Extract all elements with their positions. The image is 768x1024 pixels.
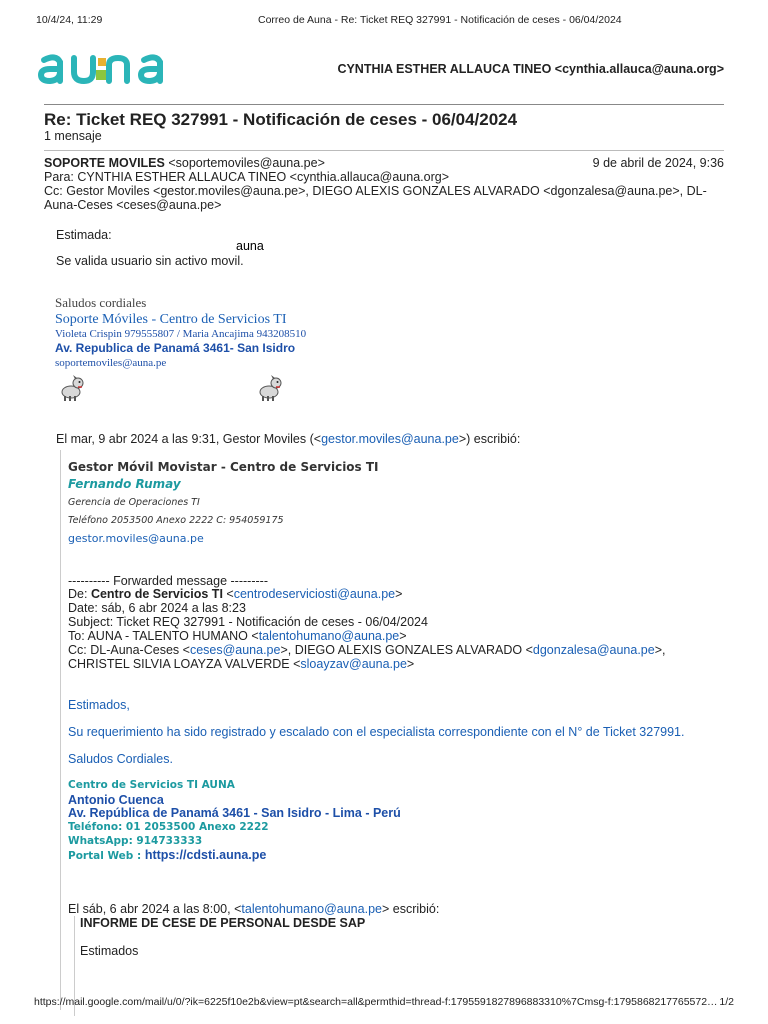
print-url: https://mail.google.com/mail/u/0/?ik=6225f10e2b&view=pt&search=all&permthid=thread-f:1795591827896883310%7Cmsg-f:1795868217765572… xyxy=(34,996,718,1008)
fw-sig-org: Centro de Servicios TI AUNA xyxy=(68,779,235,791)
header-divider xyxy=(44,104,724,105)
fw-sig-address: Av. República de Panamá 3461 - San Isidro - Lima - Perú xyxy=(68,806,401,820)
dog-image xyxy=(56,373,86,403)
fw-sig-phone: Teléfono: 01 2053500 Anexo 2222 xyxy=(68,821,269,833)
print-page-title: Correo de Auna - Re: Ticket REQ 327991 - Notificación de ceses - 06/04/2024 xyxy=(258,14,622,26)
sig-contacts: Violeta Crispin 979555807 / Maria Ancajima 943208510 xyxy=(55,328,307,340)
forwarded-cc-prefix: Cc: DL-Auna-Ceses < xyxy=(68,643,190,657)
forwarded-cc-email-2[interactable]: dgonzalesa@auna.pe xyxy=(532,643,655,657)
forwarded-cc xyxy=(68,643,666,657)
sig-closing: Saludos cordiales xyxy=(55,295,147,310)
thread-divider xyxy=(44,150,724,151)
forwarded-subject: Subject: Ticket REQ 327991 - Notificación de ceses - 06/04/2024 xyxy=(68,615,428,629)
quote2-attribution-suffix: > escribió: xyxy=(381,902,440,916)
message-to: Para: CYNTHIA ESTHER ALLAUCA TINEO <cynthia.allauca@auna.org> xyxy=(44,170,450,184)
fw-sig-portal-link[interactable]: https://cdsti.auna.pe xyxy=(144,848,267,862)
message-body: Se valida usuario sin activo movil. xyxy=(56,254,244,268)
forwarded-cc-end: >, xyxy=(654,643,666,657)
fw-sig-name: Antonio Cuenca xyxy=(68,793,164,807)
message-cc: Cc: Gestor Moviles <gestor.moviles@auna.pe>, DIEGO ALEXIS GONZALES ALVARADO <dgonzalesa@auna.pe>, DL- xyxy=(44,184,707,198)
logo-wordmark: auna xyxy=(236,239,264,253)
quoted-sig-name: Fernando Rumay xyxy=(68,477,181,491)
forwarded-from-email[interactable]: centrodeserviciosti@auna.pe xyxy=(233,587,396,601)
fw-sig-portal xyxy=(68,848,266,862)
forwarded-cc-cont: CHRISTEL SILVIA LOAYZA VALVERDE <sloayzav@auna.pe> xyxy=(68,657,415,671)
quote2-attribution-email[interactable]: talentohumano@auna.pe xyxy=(241,902,382,916)
attribution-suffix: >) escribió: xyxy=(458,432,521,446)
message-from xyxy=(44,156,325,170)
fw-sig-portal-label: Portal Web : xyxy=(68,850,145,862)
quote2-greeting: Estimados xyxy=(80,944,139,958)
sig-email[interactable]: soportemoviles@auna.pe xyxy=(55,357,167,369)
account-owner: CYNTHIA ESTHER ALLAUCA TINEO <cynthia.allauca@auna.org> xyxy=(337,62,724,76)
sig-team: Soporte Móviles - Centro de Servicios TI xyxy=(55,312,287,327)
fw-greeting: Estimados, xyxy=(68,698,130,712)
forwarded-from: De: Centro de Servicios TI <centrodeserviciosti@auna.pe> xyxy=(68,587,403,601)
forwarded-cc-email-1[interactable]: ceses@auna.pe xyxy=(189,643,281,657)
quote-bar xyxy=(60,450,61,1010)
message-count: 1 mensaje xyxy=(44,129,102,143)
quoted-sig-department: Gerencia de Operaciones TI xyxy=(68,497,200,508)
fw-body-text: Su requerimiento ha sido registrado y escalado con el especialista correspondiente con el N° de Ticket 327991. xyxy=(68,725,685,739)
sig-address: Av. Republica de Panamá 3461- San Isidro xyxy=(55,341,296,355)
message-cc-cont: Auna-Ceses <ceses@auna.pe> xyxy=(44,198,222,212)
forwarded-to: To: AUNA - TALENTO HUMANO <talentohumano@auna.pe> xyxy=(68,629,407,643)
quoted-sig-phone: Teléfono 2053500 Anexo 2222 C: 954059175 xyxy=(68,515,284,526)
fw-sig-whatsapp: WhatsApp: 914733333 xyxy=(68,835,203,847)
dog-image xyxy=(254,373,284,403)
message-date: 9 de abril de 2024, 9:36 xyxy=(592,156,724,170)
sender-name: SOPORTE MOVILES xyxy=(44,156,165,170)
print-datetime: 10/4/24, 11:29 xyxy=(36,14,103,26)
attribution-prefix: El mar, 9 abr 2024 a las 9:31, Gestor Moviles (< xyxy=(56,432,322,446)
quoted-sig-title: Gestor Móvil Movistar - Centro de Servicios TI xyxy=(68,460,379,474)
quote2-attribution-prefix: El sáb, 6 abr 2024 a las 8:00, < xyxy=(68,902,242,916)
forwarded-cc2-email[interactable]: sloayzav@auna.pe xyxy=(300,657,407,671)
forwarded-from-name: Centro de Servicios TI xyxy=(90,587,223,601)
quoted-sig-email[interactable]: gestor.moviles@auna.pe xyxy=(68,532,204,545)
quote2-heading: INFORME DE CESE DE PERSONAL DESDE SAP xyxy=(80,916,366,930)
quote2-attribution xyxy=(68,902,439,916)
forwarded-cc2-prefix: CHRISTEL SILVIA LOAYZA VALVERDE < xyxy=(68,657,301,671)
forwarded-marker: ---------- Forwarded message --------- xyxy=(68,574,268,588)
message-greeting: Estimada: xyxy=(56,228,112,242)
quote-attribution xyxy=(56,432,520,446)
forwarded-date: Date: sáb, 6 abr 2024 a las 8:23 xyxy=(68,601,246,615)
thread-subject: Re: Ticket REQ 327991 - Notificación de ceses - 06/04/2024 xyxy=(44,110,518,129)
sender-email: <soportemoviles@auna.pe> xyxy=(168,156,325,170)
forwarded-cc-mid: >, DIEGO ALEXIS GONZALES ALVARADO < xyxy=(280,643,533,657)
forwarded-from-label: De: xyxy=(68,587,91,601)
attribution-email[interactable]: gestor.moviles@auna.pe xyxy=(321,432,459,446)
print-page-number: 1/2 xyxy=(719,996,734,1008)
forwarded-to-email[interactable]: talentohumano@auna.pe xyxy=(258,629,400,643)
fw-closing: Saludos Cordiales. xyxy=(68,752,173,766)
forwarded-to-prefix: To: AUNA - TALENTO HUMANO < xyxy=(68,629,259,643)
